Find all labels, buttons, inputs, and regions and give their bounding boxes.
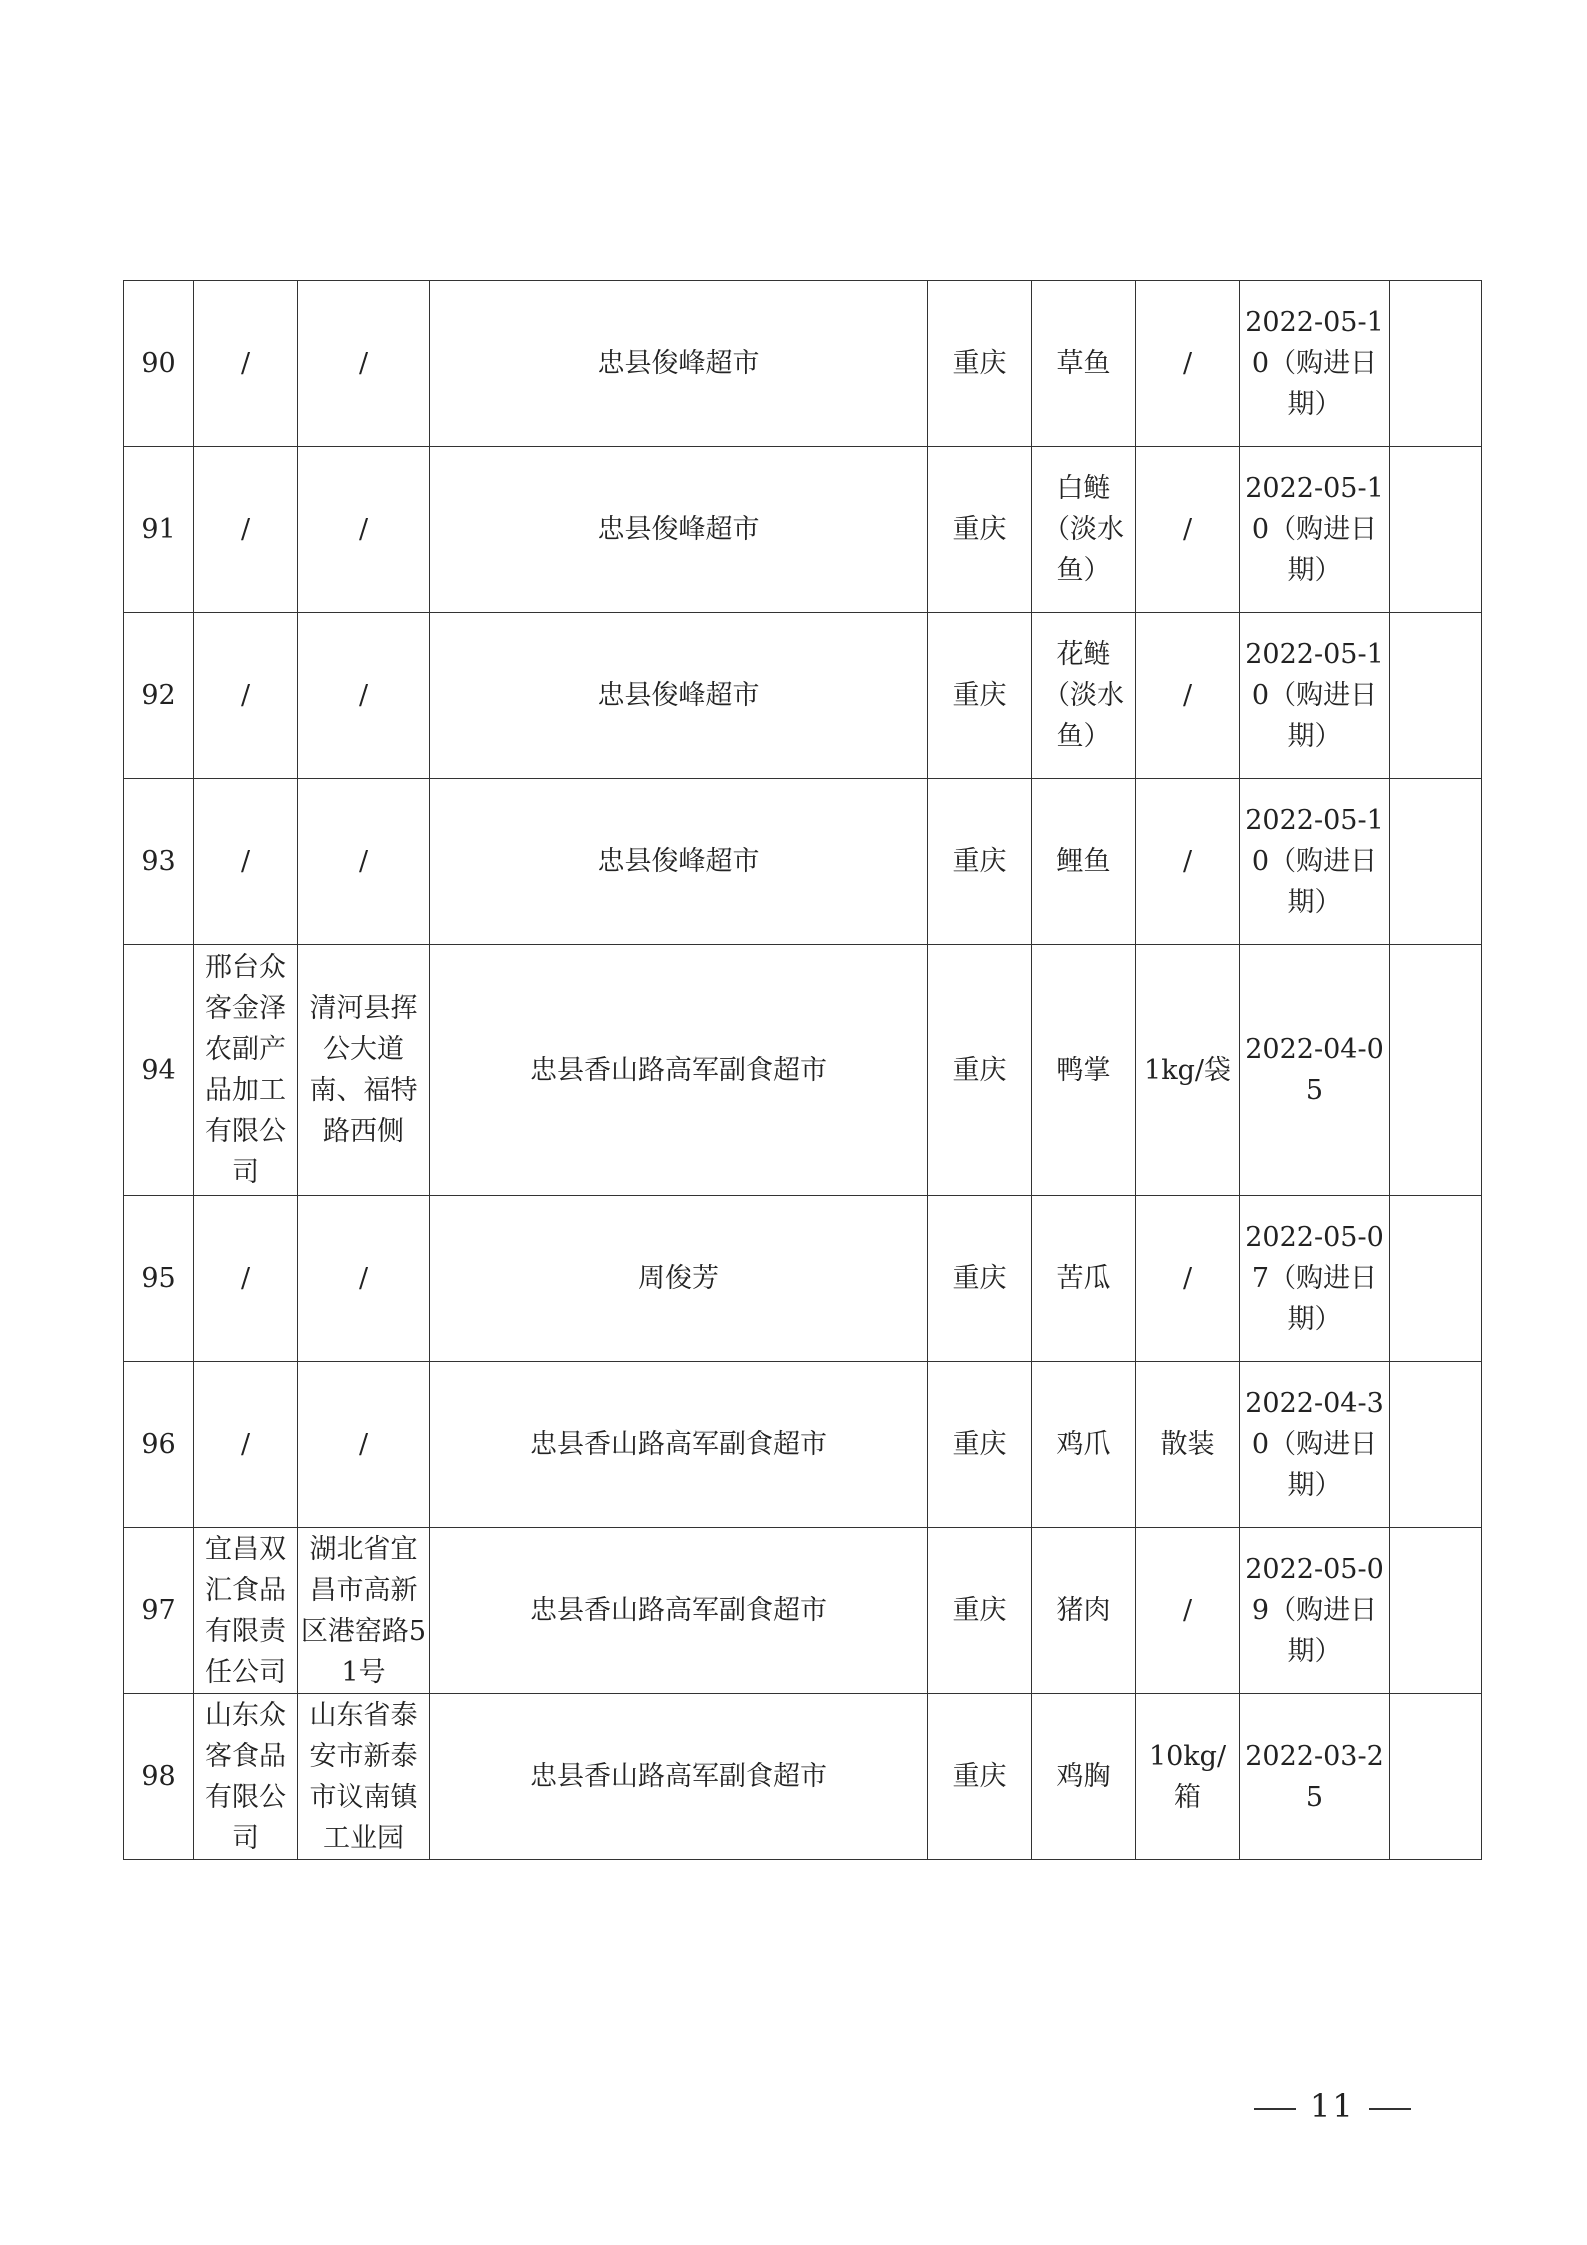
cell-remark	[1390, 447, 1482, 613]
cell-region: 重庆	[928, 281, 1032, 447]
cell-seller: 忠县俊峰超市	[430, 281, 928, 447]
cell-region: 重庆	[928, 1528, 1032, 1694]
cell-producer: /	[194, 1196, 298, 1362]
cell-region: 重庆	[928, 447, 1032, 613]
cell-no: 93	[124, 779, 194, 945]
cell-no: 97	[124, 1528, 194, 1694]
cell-date: 2022-03-25	[1240, 1694, 1390, 1860]
cell-seller: 忠县香山路高军副食超市	[430, 1694, 928, 1860]
dash-left	[1254, 2108, 1296, 2110]
cell-date: 2022-05-10（购进日期）	[1240, 779, 1390, 945]
cell-date: 2022-05-09（购进日期）	[1240, 1528, 1390, 1694]
table-row	[124, 1694, 1482, 1860]
cell-no: 98	[124, 1694, 194, 1860]
cell-remark	[1390, 1528, 1482, 1694]
cell-address: /	[298, 1196, 430, 1362]
cell-no: 96	[124, 1362, 194, 1528]
cell-spec: /	[1136, 1528, 1240, 1694]
cell-seller: 忠县香山路高军副食超市	[430, 1362, 928, 1528]
cell-region: 重庆	[928, 1362, 1032, 1528]
cell-date: 2022-05-10（购进日期）	[1240, 613, 1390, 779]
table-row	[124, 447, 1482, 613]
sample-table	[123, 280, 1482, 1860]
cell-no: 92	[124, 613, 194, 779]
cell-remark	[1390, 1694, 1482, 1860]
cell-no: 95	[124, 1196, 194, 1362]
cell-no: 91	[124, 447, 194, 613]
table-row	[124, 613, 1482, 779]
cell-spec: /	[1136, 447, 1240, 613]
cell-spec: 1kg/袋	[1136, 945, 1240, 1196]
cell-spec: 散装	[1136, 1362, 1240, 1528]
cell-spec: 10kg/箱	[1136, 1694, 1240, 1860]
table-row	[124, 281, 1482, 447]
page-number	[1240, 2087, 1425, 2125]
cell-address: /	[298, 1362, 430, 1528]
cell-remark	[1390, 1362, 1482, 1528]
cell-region: 重庆	[928, 613, 1032, 779]
cell-spec: /	[1136, 613, 1240, 779]
cell-producer: /	[194, 281, 298, 447]
cell-address: /	[298, 447, 430, 613]
cell-remark	[1390, 945, 1482, 1196]
cell-region: 重庆	[928, 779, 1032, 945]
cell-producer: 宜昌双汇食品有限责任公司	[194, 1528, 298, 1694]
cell-address: /	[298, 779, 430, 945]
cell-product: 鸡爪	[1032, 1362, 1136, 1528]
cell-seller: 忠县俊峰超市	[430, 447, 928, 613]
cell-remark	[1390, 281, 1482, 447]
cell-remark	[1390, 779, 1482, 945]
cell-address: 清河县挥公大道南、福特路西侧	[298, 945, 430, 1196]
cell-spec: /	[1136, 779, 1240, 945]
cell-date: 2022-04-05	[1240, 945, 1390, 1196]
cell-address: 湖北省宜昌市高新区港窑路51号	[298, 1528, 430, 1694]
dash-right	[1369, 2108, 1411, 2110]
page-number-value: 11	[1310, 2087, 1355, 2125]
cell-producer: 山东众客食品有限公司	[194, 1694, 298, 1860]
cell-remark	[1390, 613, 1482, 779]
cell-producer: /	[194, 779, 298, 945]
cell-address: 山东省泰安市新泰市议南镇工业园	[298, 1694, 430, 1860]
table-row	[124, 945, 1482, 1196]
cell-seller: 忠县俊峰超市	[430, 779, 928, 945]
cell-no: 90	[124, 281, 194, 447]
table-row	[124, 1528, 1482, 1694]
cell-seller: 忠县俊峰超市	[430, 613, 928, 779]
cell-region: 重庆	[928, 1694, 1032, 1860]
cell-spec: /	[1136, 281, 1240, 447]
cell-producer: /	[194, 613, 298, 779]
table-row	[124, 779, 1482, 945]
cell-producer: /	[194, 447, 298, 613]
cell-seller: 忠县香山路高军副食超市	[430, 945, 928, 1196]
cell-date: 2022-04-30（购进日期）	[1240, 1362, 1390, 1528]
cell-spec: /	[1136, 1196, 1240, 1362]
cell-date: 2022-05-10（购进日期）	[1240, 447, 1390, 613]
cell-producer: /	[194, 1362, 298, 1528]
cell-product: 白鲢（淡水鱼）	[1032, 447, 1136, 613]
cell-product: 草鱼	[1032, 281, 1136, 447]
cell-date: 2022-05-10（购进日期）	[1240, 281, 1390, 447]
cell-address: /	[298, 281, 430, 447]
cell-no: 94	[124, 945, 194, 1196]
cell-product: 花鲢（淡水鱼）	[1032, 613, 1136, 779]
table-row	[124, 1196, 1482, 1362]
cell-product: 鸡胸	[1032, 1694, 1136, 1860]
cell-seller: 忠县香山路高军副食超市	[430, 1528, 928, 1694]
cell-product: 苦瓜	[1032, 1196, 1136, 1362]
cell-remark	[1390, 1196, 1482, 1362]
cell-address: /	[298, 613, 430, 779]
cell-region: 重庆	[928, 1196, 1032, 1362]
cell-seller: 周俊芳	[430, 1196, 928, 1362]
cell-region: 重庆	[928, 945, 1032, 1196]
cell-product: 鸭掌	[1032, 945, 1136, 1196]
cell-producer: 邢台众客金泽农副产品加工有限公司	[194, 945, 298, 1196]
cell-product: 鲤鱼	[1032, 779, 1136, 945]
cell-date: 2022-05-07（购进日期）	[1240, 1196, 1390, 1362]
cell-product: 猪肉	[1032, 1528, 1136, 1694]
table-row	[124, 1362, 1482, 1528]
